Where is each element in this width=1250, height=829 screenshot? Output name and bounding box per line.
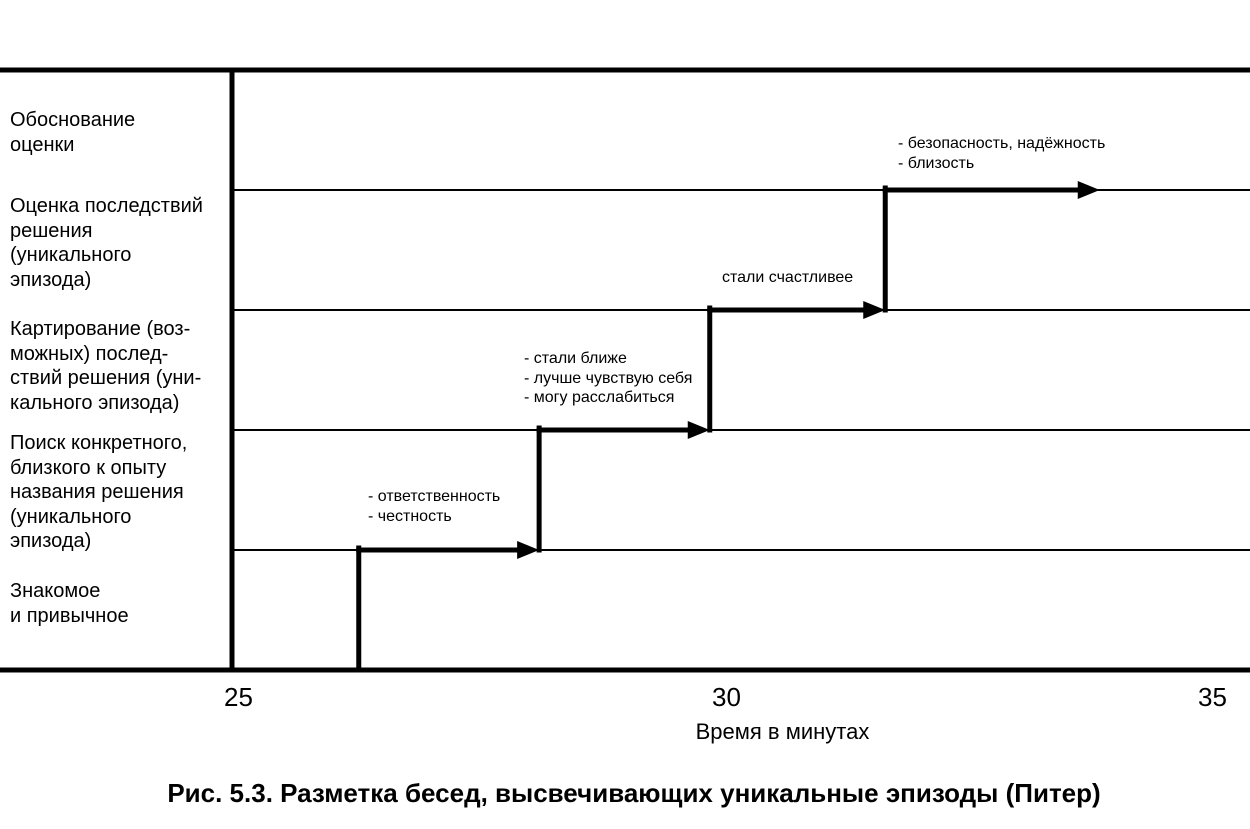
arrow-head [1078, 181, 1100, 199]
note-closer: - стали ближе - лучше чувствую себя - могу расслабиться [524, 350, 693, 406]
row-label-naming: Поиск конкретного, близкого к опыту названия решения (уникального эпизода) [10, 432, 188, 552]
note-responsibility: - ответственность - честность [368, 488, 501, 525]
x-tick-35: 35 [1198, 682, 1227, 712]
row-label-evaluation: Оценка последствий решения (уникального эпизода) [10, 195, 203, 291]
x-axis-label: Время в минутах [695, 719, 870, 744]
x-tick-30: 30 [712, 682, 741, 712]
arrow-head [517, 541, 539, 559]
arrow-head [688, 421, 710, 439]
note-happier: стали счастливее [722, 269, 854, 286]
arrow-head [863, 301, 885, 319]
row-label-familiar: Знакомое и привычное [10, 580, 129, 627]
progress-path [359, 181, 1100, 670]
row-label-justification: Обоснование оценки [10, 109, 136, 156]
row-label-mapping: Картирование (воз- можных) послед- ствий решения (уни- кального эпизода) [10, 318, 202, 414]
note-safety: - безопасность, надёжность - близость [898, 135, 1106, 172]
figure-caption: Рис. 5.3. Разметка бесед, высвечивающих уникальные эпизоды (Питер) [167, 778, 1101, 808]
x-tick-25: 25 [224, 682, 253, 712]
